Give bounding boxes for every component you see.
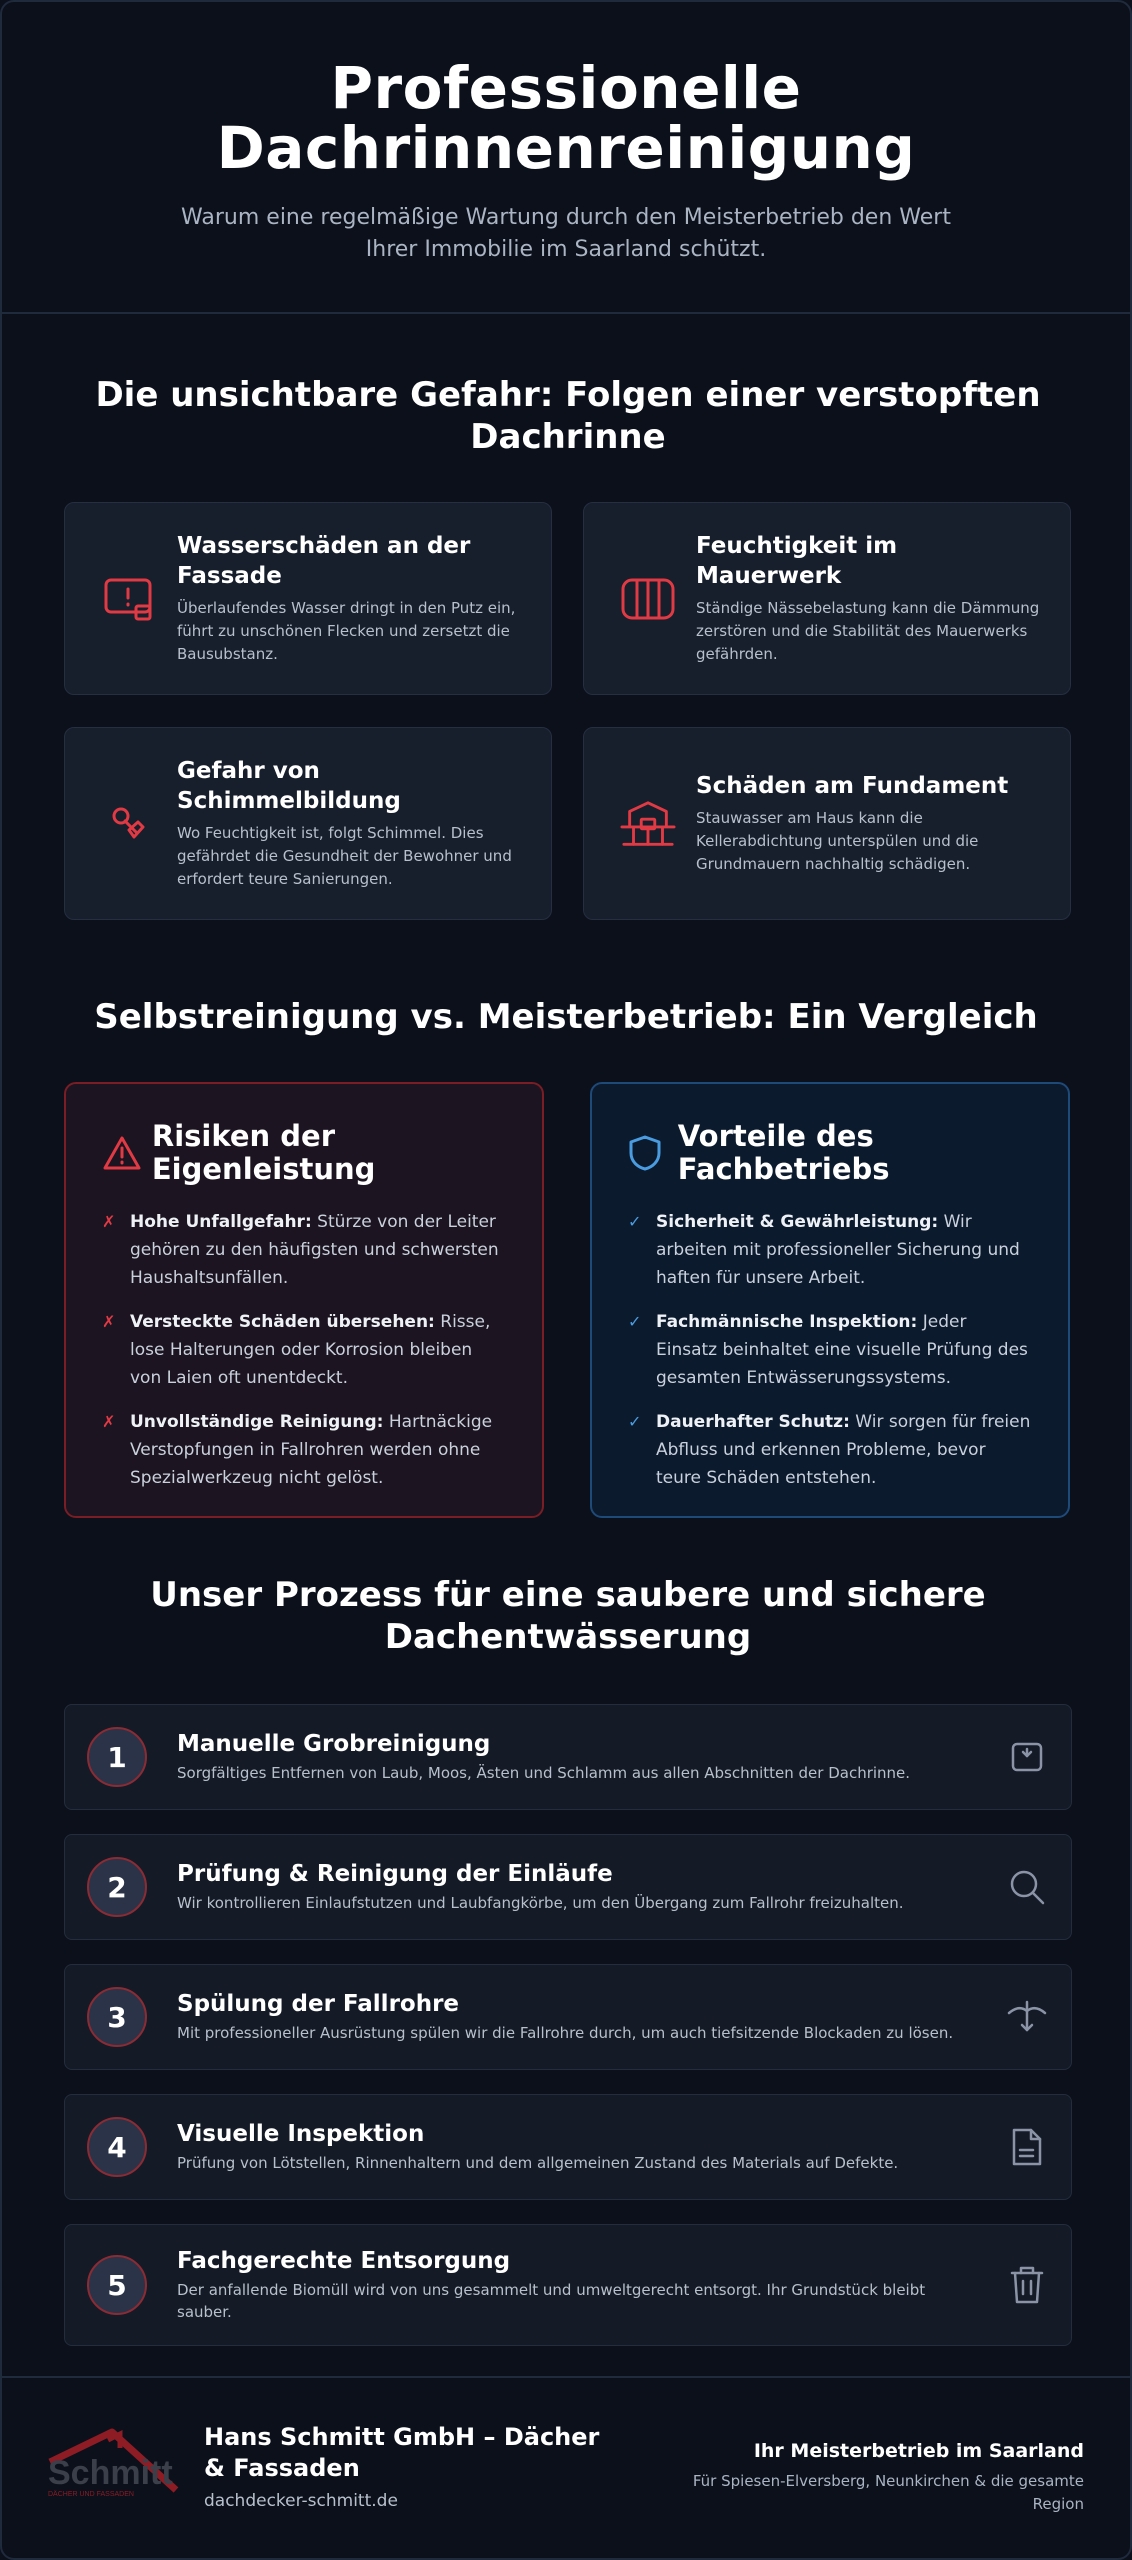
danger-card-text: Stauwasser am Haus kann die Kellerabdichtung unterspülen und die Grundmauern nachhaltig schädigen. — [696, 809, 979, 873]
logo-subline: DÄCHER UND FASSADEN — [48, 2491, 134, 2498]
step-text: Prüfung von Lötstellen, Rinnenhaltern und dem allgemeinen Zustand des Materials auf Defekte. — [177, 2154, 899, 2172]
step-number: 3 — [87, 1987, 147, 2047]
check-icon: ✓ — [628, 1212, 642, 1231]
hero-header — [2, 2, 1130, 314]
page-subtitle: Warum eine regelmäßige Wartung durch den Meisterbetrieb den Wert Ihrer Immobilie im Saarland schützt. — [181, 205, 951, 262]
danger-card-title: Wasserschäden an der Fassade — [177, 533, 471, 589]
step-title: Visuelle Inspektion — [177, 2121, 425, 2147]
danger-card — [64, 502, 552, 695]
risks-card — [64, 1082, 544, 1518]
step-text: Sorgfältiges Entfernen von Laub, Moos, Ästen und Schlamm aus allen Abschnitten der Dachrinne. — [177, 1764, 911, 1782]
cross-icon: ✗ — [102, 1212, 116, 1231]
danger-card-text: Überlaufendes Wasser dringt in den Putz ein, führt zu unschönen Flecken und zersetzt die Bausubstanz. — [177, 599, 516, 663]
downpipe-flush-icon — [1005, 1995, 1049, 2039]
process-step — [64, 2224, 1072, 2346]
warning-icon — [102, 1126, 148, 1180]
trash-icon — [1005, 2263, 1049, 2307]
process-step — [64, 2094, 1072, 2200]
process-steps — [2, 1704, 1130, 2346]
step-title: Manuelle Grobreinigung — [177, 1731, 491, 1757]
facade-damage-icon — [101, 503, 157, 694]
step-number: 2 — [87, 1857, 147, 1917]
step-number: 1 — [87, 1727, 147, 1787]
process-step — [64, 1834, 1072, 1940]
step-title: Fachgerechte Entsorgung — [177, 2248, 511, 2274]
step-number: 4 — [87, 2117, 147, 2177]
step-text: Wir kontrollieren Einlaufstutzen und Laubfangkörbe, um den Übergang zum Fallrohr freizuhalten. — [177, 1894, 904, 1912]
list-item: ✗ Versteckte Schäden übersehen: Risse, lose Halterungen oder Korrosion bleiben von Laien oft unentdeckt. — [102, 1308, 506, 1392]
search-icon — [1005, 1865, 1049, 1909]
wall-moisture-icon — [620, 503, 676, 694]
risks-title: Risiken der Eigenleistung — [151, 1119, 376, 1186]
benefits-list — [628, 1208, 1032, 1492]
process-step — [64, 1704, 1072, 1810]
company-logo — [46, 2426, 186, 2506]
page-title-line1: Professionelle — [330, 54, 802, 122]
cross-icon: ✗ — [102, 1312, 116, 1331]
inbox-icon — [1005, 1735, 1049, 1779]
danger-card-text: Ständige Nässebelastung kann die Dämmung zerstören und die Stabilität des Mauerwerks gefährden. — [696, 599, 1040, 663]
process-step — [64, 1964, 1072, 2070]
footer-tagline: Ihr Meisterbetrieb im Saarland — [753, 2440, 1084, 2462]
step-title: Spülung der Fallrohre — [177, 1991, 460, 2017]
dangers-title: Die unsichtbare Gefahr: Folgen einer verstopften Dachrinne — [95, 375, 1041, 457]
list-item: ✗ Hohe Unfallgefahr: Stürze von der Leiter gehören zu den häufigsten und schwersten Haushaltsunfällen. — [102, 1208, 506, 1292]
foundation-icon — [620, 728, 676, 919]
danger-card — [64, 727, 552, 920]
company-name: Hans Schmitt GmbH – Dächer & Fassaden — [204, 2423, 600, 2482]
step-number: 5 — [87, 2255, 147, 2315]
danger-card-title: Schäden am Fundament — [696, 773, 1009, 799]
danger-card-title: Feuchtigkeit im Mauerwerk — [696, 533, 898, 589]
step-title: Prüfung & Reinigung der Einläufe — [177, 1861, 613, 1887]
comparison-title: Selbstreinigung vs. Meisterbetrieb: Ein Vergleich — [94, 997, 1038, 1037]
benefits-card — [590, 1082, 1070, 1518]
footer — [2, 2376, 1130, 2558]
process-title: Unser Prozess für eine saubere und sichere Dachentwässerung — [150, 1575, 986, 1657]
step-text: Der anfallende Biomüll wird von uns gesammelt und umweltgerecht entsorgt. Ihr Grundstück bleibt sauber. — [177, 2281, 926, 2321]
company-url[interactable]: dachdecker-schmitt.de — [204, 2491, 398, 2511]
cross-icon: ✗ — [102, 1412, 116, 1431]
footer-region: Für Spiesen-Elversberg, Neunkirchen & die gesamte Region — [692, 2472, 1084, 2513]
benefits-title: Vorteile des Fachbetriebs — [677, 1119, 890, 1186]
document-icon — [1005, 2125, 1049, 2169]
check-icon: ✓ — [628, 1312, 642, 1331]
step-text: Mit professioneller Ausrüstung spülen wir die Fallrohre durch, um auch tiefsitzende Blockaden zu lösen. — [177, 2024, 954, 2042]
shield-icon — [628, 1126, 674, 1180]
list-item: ✓ Fachmännische Inspektion: Jeder Einsatz beinhaltet eine visuelle Prüfung des gesamten Entwässerungssystems. — [628, 1308, 1032, 1392]
list-item: ✗ Unvollständige Reinigung: Hartnäckige Verstopfungen in Fallrohren werden ohne Spezialwerkzeug nicht gelöst. — [102, 1408, 506, 1492]
page-title-line2: Dachrinnenreinigung — [216, 114, 916, 182]
logo-wordmark: Schmitt — [48, 2454, 173, 2492]
risks-list — [102, 1208, 506, 1492]
danger-card-title: Gefahr von Schimmelbildung — [177, 758, 401, 814]
danger-card — [583, 502, 1071, 695]
danger-card-text: Wo Feuchtigkeit ist, folgt Schimmel. Dies gefährdet die Gesundheit der Bewohner und erfordert teure Sanierungen. — [177, 824, 512, 888]
list-item: ✓ Sicherheit & Gewährleistung: Wir arbeiten mit professioneller Sicherung und haften für unsere Arbeit. — [628, 1208, 1032, 1292]
check-icon: ✓ — [628, 1412, 642, 1431]
page-title — [2, 54, 1130, 182]
danger-card — [583, 727, 1071, 920]
dangers-grid — [2, 502, 1132, 942]
mold-icon — [101, 728, 157, 919]
list-item: ✓ Dauerhafter Schutz: Wir sorgen für freien Abfluss und erkennen Probleme, bevor teure Schäden entstehen. — [628, 1408, 1032, 1492]
comparison-section — [2, 1082, 1130, 1518]
